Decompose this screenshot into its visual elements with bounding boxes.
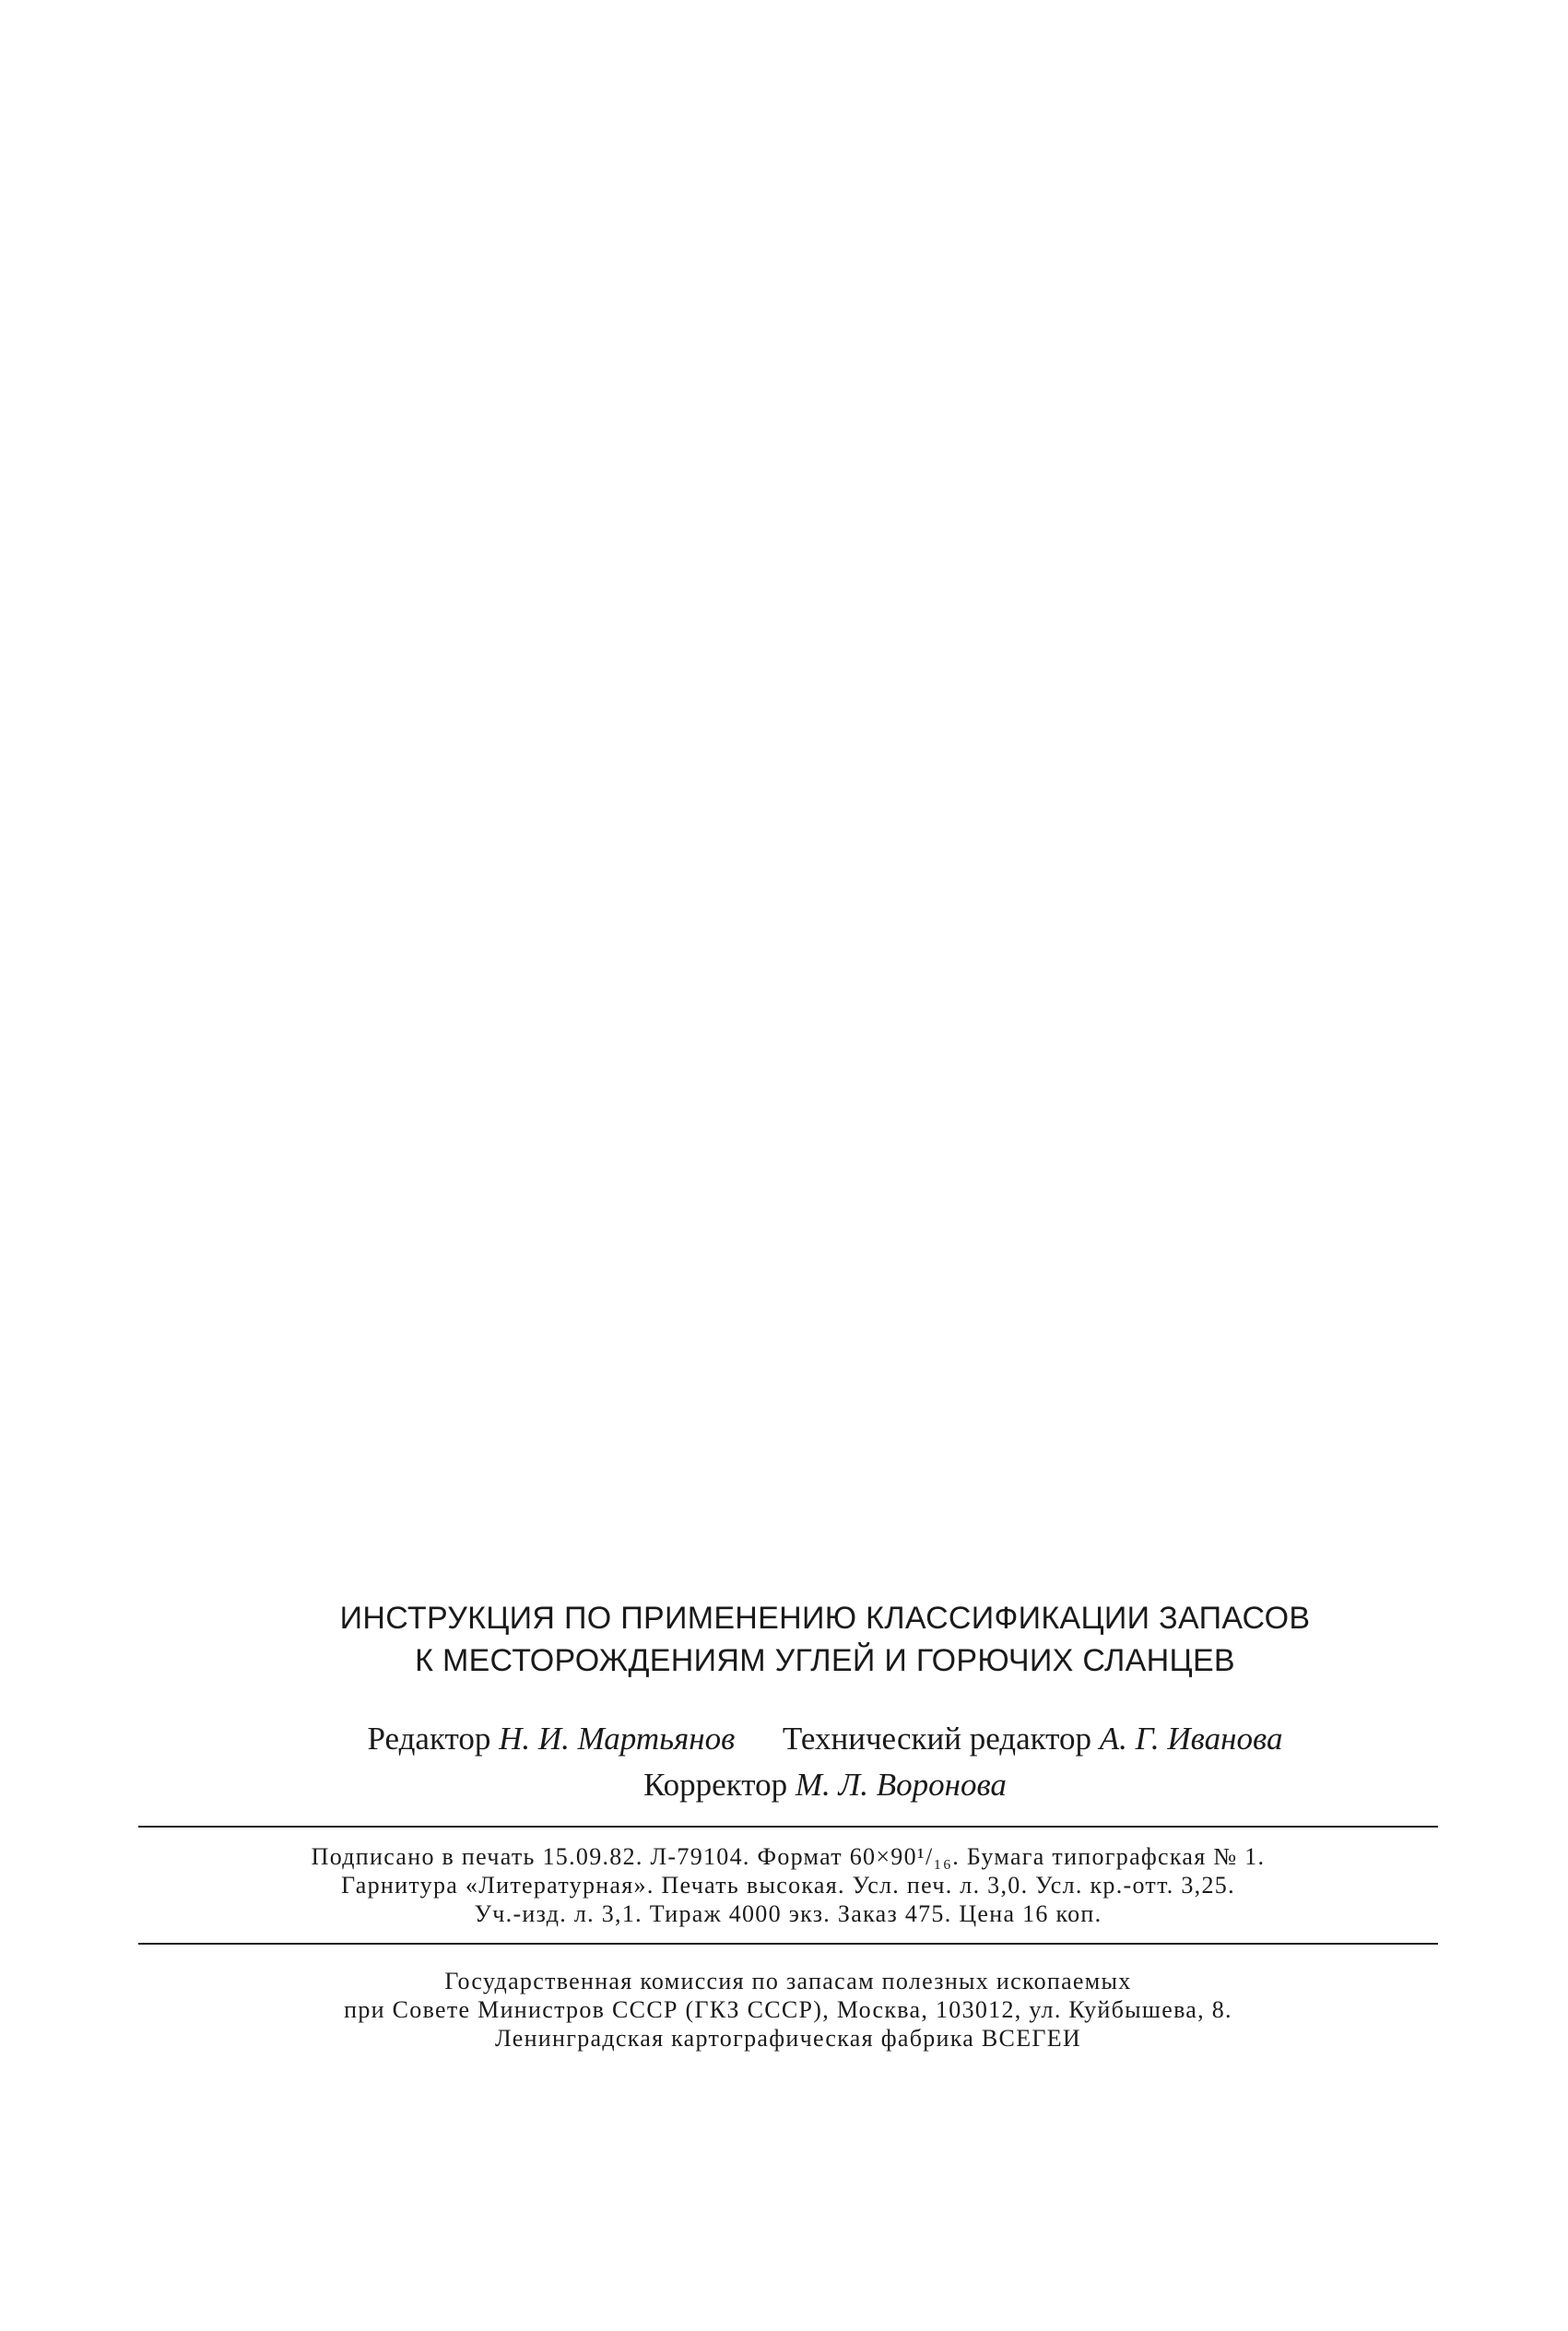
publisher-details bbox=[138, 1967, 1438, 2053]
publication-line: Гарнитура «Литературная». Печать высокая. Усл. печ. л. 3,0. Усл. кр.-отт. 3,25. bbox=[341, 1872, 1235, 1899]
corrector-role: Корректор bbox=[643, 1767, 788, 1803]
title-line-1: ИНСТРУКЦИЯ ПО ПРИМЕНЕНИЮ КЛАССИФИКАЦИИ ЗАПАСОВ bbox=[339, 1601, 1311, 1636]
document-title bbox=[212, 1597, 1438, 1682]
imprint-page bbox=[138, 1597, 1438, 2053]
publication-line: Подписано в печать 15.09.82. Л-79104. Формат 60×90¹/₁₆. Бумага типографская № 1. bbox=[311, 1843, 1266, 1870]
publication-details bbox=[138, 1842, 1438, 1928]
publication-line: Уч.-изд. л. 3,1. Тираж 4000 экз. Заказ 475. Цена 16 коп. bbox=[474, 1900, 1102, 1927]
editor-role: Редактор bbox=[367, 1721, 491, 1757]
corrector-row bbox=[212, 1763, 1438, 1807]
printer-line: Ленинградская картографическая фабрика ВСЕГЕИ bbox=[495, 2025, 1081, 2052]
tech-editor-name: А. Г. Иванова bbox=[1099, 1721, 1283, 1757]
corrector-name: М. Л. Воронова bbox=[795, 1767, 1007, 1803]
divider-rule bbox=[138, 1826, 1438, 1828]
tech-editor-role: Технический редактор bbox=[782, 1721, 1091, 1757]
credits-block bbox=[212, 1717, 1438, 1807]
publisher-line: при Совете Министров СССР (ГКЗ СССР), Москва, 103012, ул. Куйбышева, 8. bbox=[344, 1996, 1232, 2023]
divider-rule bbox=[138, 1943, 1438, 1945]
editor-name: Н. И. Мартьянов bbox=[499, 1721, 736, 1757]
publisher-line: Государственная комиссия по запасам полезных ископаемых bbox=[444, 1968, 1132, 1994]
title-line-2: К МЕСТОРОЖДЕНИЯМ УГЛЕЙ И ГОРЮЧИХ СЛАНЦЕВ bbox=[415, 1643, 1235, 1678]
editors-row bbox=[212, 1717, 1438, 1761]
